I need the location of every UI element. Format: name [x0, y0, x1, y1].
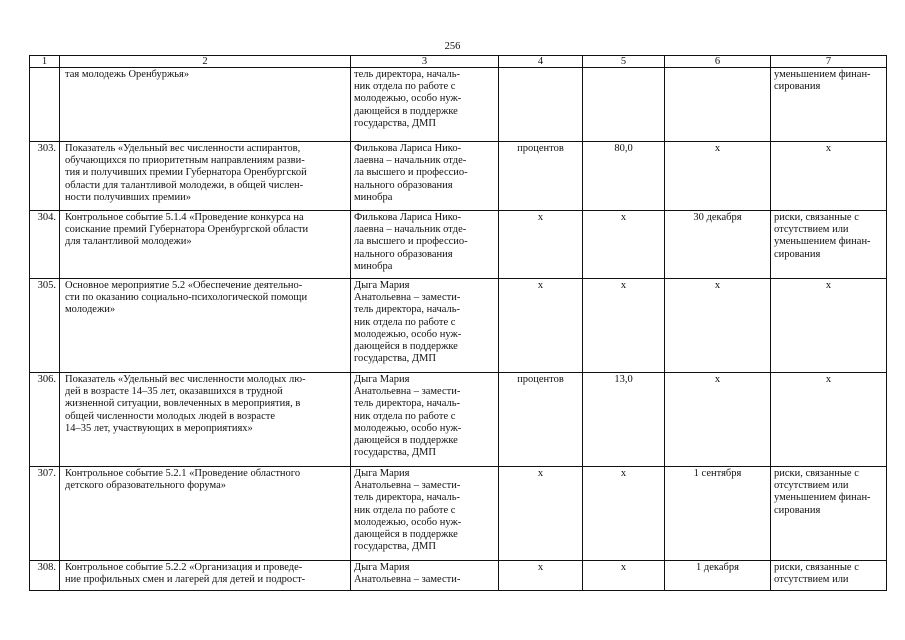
- responsible-line: ник отдела по работе с: [354, 410, 456, 422]
- description-cell: [60, 279, 351, 373]
- description-line: сти по оказанию социально-психологической помощи: [65, 292, 308, 304]
- value-cell: [583, 68, 665, 142]
- risks-cell: [771, 373, 887, 467]
- deadline-cell: [665, 68, 771, 142]
- description-line: молодежи»: [65, 304, 116, 316]
- responsible-line: молодежью, особо нуж-: [354, 422, 462, 434]
- deadline-cell: х: [665, 142, 771, 211]
- responsible-line: Дыга Мария: [354, 468, 410, 479]
- description-line: ности получивших премии»: [65, 191, 191, 203]
- column-header: 2: [60, 56, 351, 68]
- unit-cell: [499, 68, 583, 142]
- responsible-person-cell: [351, 373, 499, 467]
- table-row: [30, 211, 887, 279]
- responsible-line: Анатольевна – замести-: [354, 386, 461, 398]
- responsible-line: тель директора, началь-: [354, 398, 461, 410]
- responsible-line: минобра: [354, 191, 393, 203]
- responsible-line: дающейся в поддержке: [354, 529, 458, 541]
- description-line: Контрольное событие 5.2.2 «Организация и проведе-: [65, 562, 303, 573]
- column-header: 3: [351, 56, 499, 68]
- responsible-person-cell: [351, 142, 499, 211]
- responsible-line: Филькова Лариса Нико-: [354, 212, 462, 223]
- table-row: [30, 373, 887, 467]
- description-line: соискание премий Губернатора Оренбургской области: [65, 224, 309, 236]
- description-line: тая молодежь Оренбуржья»: [65, 69, 190, 80]
- risk-line: сирования: [774, 504, 821, 516]
- responsible-line: ла высшего и профессио-: [354, 167, 468, 179]
- responsible-line: лаевна – начальник отде-: [354, 224, 467, 236]
- risks-cell: [771, 68, 887, 142]
- responsible-line: государства, ДМП: [354, 353, 436, 365]
- description-line: Основное мероприятие 5.2 «Обеспечение деятельно-: [65, 280, 303, 291]
- description-cell: [60, 142, 351, 211]
- responsible-line: ник отдела по работе с: [354, 504, 456, 516]
- description-cell: [60, 373, 351, 467]
- description-cell: [60, 561, 351, 591]
- responsible-line: дающейся в поддержке: [354, 341, 458, 353]
- responsible-line: государства, ДМП: [354, 117, 436, 129]
- description-cell: [60, 68, 351, 142]
- responsible-line: нального образования: [354, 179, 453, 191]
- description-line: тия и получивших премии Губернатора Оренбургской: [65, 167, 307, 179]
- deadline-cell: х: [665, 279, 771, 373]
- risk-line: х: [825, 374, 832, 385]
- risks-cell: [771, 142, 887, 211]
- unit-cell: процентов: [499, 142, 583, 211]
- table-row: [30, 142, 887, 211]
- responsible-line: Анатольевна – замести-: [354, 292, 461, 304]
- responsible-line: молодежью, особо нуж-: [354, 93, 462, 105]
- responsible-line: тель директора, началь-: [354, 492, 461, 504]
- responsible-line: тель директора, началь-: [354, 69, 461, 80]
- unit-cell: х: [499, 467, 583, 561]
- responsible-line: минобра: [354, 260, 393, 272]
- responsible-person-cell: [351, 211, 499, 279]
- responsible-line: Филькова Лариса Нико-: [354, 143, 462, 154]
- responsible-line: Дыга Мария: [354, 562, 410, 573]
- responsible-line: Анатольевна – замести-: [354, 574, 461, 586]
- description-line: Контрольное событие 5.1.4 «Проведение конкурса на: [65, 212, 304, 223]
- responsible-line: молодежью, особо нуж-: [354, 516, 462, 528]
- responsible-person-cell: [351, 561, 499, 591]
- description-cell: [60, 467, 351, 561]
- risk-line: отсутствием или: [774, 480, 849, 492]
- description-line: для талантливой молодежи»: [65, 236, 192, 248]
- row-number-cell: 306.: [30, 373, 60, 467]
- column-number-row: [30, 56, 887, 68]
- description-line: детского образовательного форума»: [65, 480, 226, 492]
- value-cell: 80,0: [583, 142, 665, 211]
- description-line: обучающихся по приоритетным направлениям разви-: [65, 155, 305, 167]
- responsible-line: дающейся в поддержке: [354, 105, 458, 117]
- risk-line: уменьшением финан-: [774, 236, 871, 248]
- description-line: общей численности молодых людей в возрасте: [65, 410, 275, 422]
- risks-cell: [771, 279, 887, 373]
- row-number-cell: 303.: [30, 142, 60, 211]
- column-header: 1: [30, 56, 60, 68]
- description-line: 14–35 лет, участвующих в мероприятиях»: [65, 422, 253, 434]
- value-cell: 13,0: [583, 373, 665, 467]
- risk-line: риски, связанные с: [774, 212, 859, 223]
- unit-cell: процентов: [499, 373, 583, 467]
- responsible-line: государства, ДМП: [354, 447, 436, 459]
- risk-line: х: [825, 143, 832, 154]
- risk-line: риски, связанные с: [774, 562, 859, 573]
- responsible-line: Дыга Мария: [354, 374, 410, 385]
- risks-cell: [771, 467, 887, 561]
- description-cell: [60, 211, 351, 279]
- table-row: [30, 561, 887, 591]
- column-header: 7: [771, 56, 887, 68]
- risk-line: х: [825, 280, 832, 291]
- responsible-line: нального образования: [354, 248, 453, 260]
- risk-line: отсутствием или: [774, 574, 849, 586]
- description-line: Показатель «Удельный вес численности молодых лю-: [65, 374, 306, 385]
- deadline-cell: 1 сентября: [665, 467, 771, 561]
- risk-line: риски, связанные с: [774, 468, 859, 479]
- responsible-line: ла высшего и профессио-: [354, 236, 468, 248]
- responsible-line: дающейся в поддержке: [354, 435, 458, 447]
- value-cell: х: [583, 561, 665, 591]
- row-number-cell: 304.: [30, 211, 60, 279]
- unit-cell: х: [499, 561, 583, 591]
- responsible-line: лаевна – начальник отде-: [354, 155, 467, 167]
- risk-line: отсутствием или: [774, 224, 849, 236]
- plan-table: [29, 55, 887, 591]
- risk-line: сирования: [774, 81, 821, 93]
- description-line: Показатель «Удельный вес численности аспирантов,: [65, 143, 301, 154]
- column-header: 6: [665, 56, 771, 68]
- value-cell: х: [583, 467, 665, 561]
- responsible-line: тель директора, началь-: [354, 304, 461, 316]
- row-number-cell: 308.: [30, 561, 60, 591]
- table-row: [30, 68, 887, 142]
- unit-cell: х: [499, 279, 583, 373]
- risk-line: уменьшением финан-: [774, 69, 871, 80]
- deadline-cell: 30 декабря: [665, 211, 771, 279]
- responsible-line: ник отдела по работе с: [354, 81, 456, 93]
- row-number-cell: 305.: [30, 279, 60, 373]
- unit-cell: х: [499, 211, 583, 279]
- value-cell: х: [583, 279, 665, 373]
- value-cell: х: [583, 211, 665, 279]
- description-line: дей в возрасте 14–35 лет, оказавшихся в трудной: [65, 386, 283, 398]
- description-line: Контрольное событие 5.2.1 «Проведение областного: [65, 468, 301, 479]
- description-line: области для талантливой молодежи, в общей числен-: [65, 179, 304, 191]
- deadline-cell: 1 декабря: [665, 561, 771, 591]
- row-number-cell: 307.: [30, 467, 60, 561]
- page-number: 256: [444, 41, 461, 52]
- description-line: жизненной ситуации, вовлеченных в мероприятия, в: [65, 398, 301, 410]
- responsible-person-cell: [351, 279, 499, 373]
- column-header: 5: [583, 56, 665, 68]
- responsible-line: ник отдела по работе с: [354, 316, 456, 328]
- table-row: [30, 467, 887, 561]
- deadline-cell: х: [665, 373, 771, 467]
- risk-line: уменьшением финан-: [774, 492, 871, 504]
- responsible-person-cell: [351, 467, 499, 561]
- responsible-line: государства, ДМП: [354, 541, 436, 553]
- risks-cell: [771, 561, 887, 591]
- responsible-line: молодежью, особо нуж-: [354, 328, 462, 340]
- risk-line: сирования: [774, 248, 821, 260]
- responsible-line: Анатольевна – замести-: [354, 480, 461, 492]
- risks-cell: [771, 211, 887, 279]
- responsible-person-cell: [351, 68, 499, 142]
- row-number-cell: [30, 68, 60, 142]
- column-header: 4: [499, 56, 583, 68]
- description-line: ние профильных смен и лагерей для детей и подрост-: [65, 574, 306, 586]
- table-row: [30, 279, 887, 373]
- responsible-line: Дыга Мария: [354, 280, 410, 291]
